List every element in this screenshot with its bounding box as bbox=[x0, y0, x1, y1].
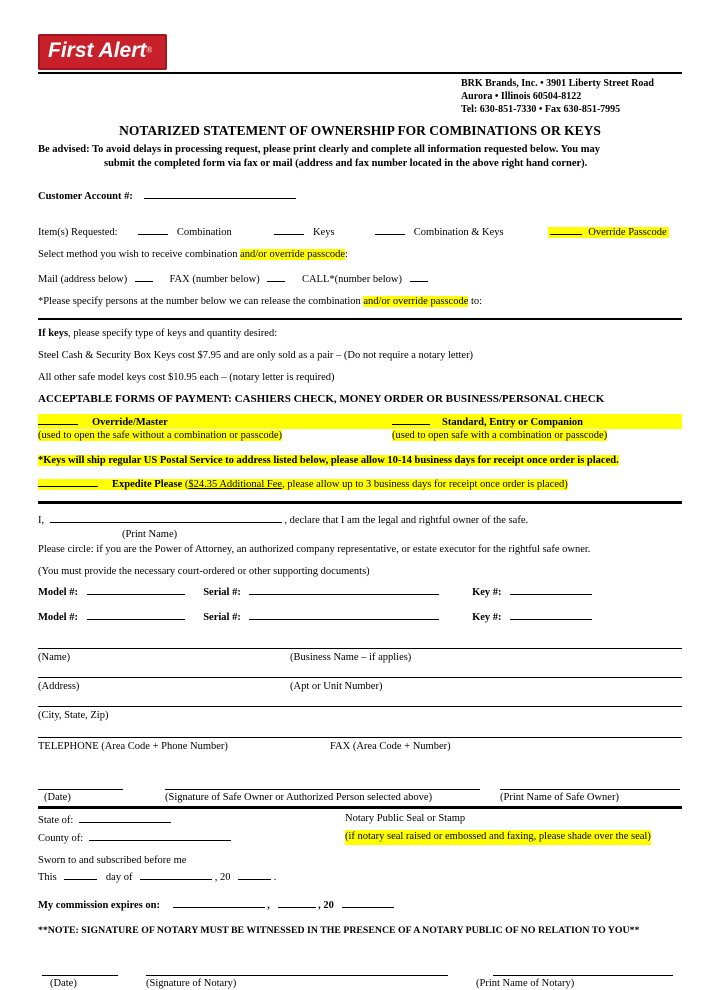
override-passcode-blank bbox=[550, 224, 582, 235]
items-requested-label: Item(s) Requested: bbox=[38, 227, 118, 239]
address-line-3: Tel: 630-851-7330 • Fax 630-851-7995 bbox=[460, 104, 621, 116]
fax-label: FAX (Area Code + Number) bbox=[330, 740, 451, 752]
sworn-row: Sworn to and subscribed before me bbox=[38, 855, 187, 866]
county-row bbox=[38, 830, 682, 845]
commission-day-blank bbox=[278, 897, 316, 908]
shipping-note-row bbox=[38, 454, 682, 467]
delivery-options-row bbox=[38, 271, 682, 286]
first-alert-logo bbox=[38, 34, 167, 70]
customer-account-blank bbox=[144, 188, 296, 199]
commission-row bbox=[38, 897, 682, 912]
serial-blank-2 bbox=[249, 609, 439, 620]
commission-month-blank bbox=[173, 897, 265, 908]
advisory-line-1: Be advised: To avoid delays in processing request, please print clearly and complete all information requested below. You may bbox=[38, 144, 600, 156]
commission-twenty: , 20 bbox=[318, 900, 334, 912]
commission-year-blank bbox=[342, 897, 394, 908]
model-label-2: Model #: bbox=[38, 612, 78, 623]
section-divider-3 bbox=[38, 806, 682, 809]
payment-row: ACCEPTABLE FORMS OF PAYMENT: CASHIERS CHECK, MONEY ORDER OR BUSINESS/PERSONAL CHECK bbox=[38, 393, 605, 406]
expedite-row bbox=[38, 476, 682, 491]
telephone-label: TELEPHONE (Area Code + Phone Number) bbox=[38, 740, 228, 752]
if-keys-rest: , please specify type of keys and quantity desired: bbox=[68, 327, 278, 339]
release-row bbox=[38, 295, 682, 308]
release-prefix: *Please specify persons at the number below we can release the combination bbox=[38, 295, 364, 307]
if-keys-label: If keys bbox=[38, 327, 69, 339]
city-state-zip-label: (City, State, Zip) bbox=[38, 710, 109, 722]
serial-label-2: Serial #: bbox=[203, 612, 241, 623]
section-divider-1 bbox=[38, 318, 682, 320]
apt-label: (Apt or Unit Number) bbox=[290, 681, 383, 693]
release-suffix: to: bbox=[468, 295, 483, 307]
serial-blank-1 bbox=[249, 584, 439, 595]
option-keys: Keys bbox=[312, 227, 335, 239]
option-combination: Combination bbox=[176, 227, 232, 239]
override-master-desc: (used to open the safe without a combination or passcode) bbox=[38, 430, 283, 441]
release-highlight: and/or override passcode bbox=[363, 295, 469, 307]
if-keys-row bbox=[38, 327, 682, 340]
circle-note: Please circle: if you are the Power of Attorney, an authorized company representative, or estate executor for the rightful safe owner. bbox=[38, 543, 591, 555]
key-label-1: Key #: bbox=[472, 586, 502, 598]
owner-sign-blanks bbox=[38, 779, 682, 790]
owner-print-blank bbox=[500, 779, 680, 790]
notary-note: **NOTE: SIGNATURE OF NOTARY MUST BE WITNESSED IN THE PRESENCE OF A NOTARY PUBLIC OF NO RELATION TO YOU** bbox=[38, 925, 640, 937]
notary-signature-blank bbox=[146, 965, 448, 976]
expedite-fee: $24.35 Additional Fee bbox=[188, 479, 283, 491]
twenty-label: , 20 bbox=[214, 872, 231, 884]
notary-date-label: (Date) bbox=[50, 977, 77, 989]
owner-print-label: (Print Name of Safe Owner) bbox=[500, 791, 619, 803]
notary-date-blank bbox=[42, 965, 118, 976]
model-blank-2 bbox=[87, 609, 185, 620]
override-master-title: Override/Master bbox=[92, 416, 168, 428]
notary-sign-blanks bbox=[38, 965, 682, 976]
seal-note: (if notary seal raised or embossed and faxing, please shade over the seal) bbox=[345, 830, 651, 845]
phone-line bbox=[38, 737, 682, 753]
combination-blank bbox=[138, 224, 168, 235]
company-address-block bbox=[38, 77, 682, 116]
fax-option: FAX (number below) bbox=[169, 273, 260, 285]
advisory-line-2: submit the completed form via fax or mail (address and fax number located in the above right hand corner). bbox=[104, 158, 588, 170]
items-requested-row bbox=[38, 224, 682, 239]
expedite-rest: , please allow up to 3 business days for receipt once order is placed) bbox=[282, 479, 568, 491]
shipping-note: *Keys will ship regular US Postal Service to address listed below, please allow 10-14 business days for receipt once order is placed. bbox=[38, 455, 619, 467]
logo-text: First Alert bbox=[48, 39, 147, 62]
state-label: State of: bbox=[38, 814, 74, 826]
expedite-highlight bbox=[38, 479, 568, 490]
key-label-2: Key #: bbox=[472, 612, 502, 623]
method-row bbox=[38, 248, 682, 261]
mail-option: Mail (address below) bbox=[38, 273, 128, 285]
key-blank-1 bbox=[510, 584, 592, 595]
expedite-blank bbox=[38, 476, 98, 487]
address-line-2: Aurora • Illinois 60504-8122 bbox=[460, 91, 582, 103]
commission-label: My commission expires on: bbox=[38, 900, 161, 912]
declaration-prefix: I, bbox=[38, 515, 45, 527]
state-row bbox=[38, 812, 682, 827]
declaration-name-blank bbox=[50, 512, 282, 523]
serial-label-1: Serial #: bbox=[203, 586, 241, 598]
day-of-label: day of bbox=[105, 872, 133, 884]
standard-entry-title-line bbox=[392, 414, 682, 429]
form-title: NOTARIZED STATEMENT OF OWNERSHIP FOR COMBINATIONS OR KEYS bbox=[119, 123, 601, 139]
override-master-title-line bbox=[38, 414, 392, 429]
header-rule bbox=[38, 34, 682, 74]
method-highlight: and/or override passcode bbox=[240, 249, 346, 261]
option-override-passcode: Override Passcode bbox=[588, 227, 667, 239]
court-note: (You must provide the necessary court-ordered or other supporting documents) bbox=[38, 565, 370, 577]
steel-keys-row: Steel Cash & Security Box Keys cost $7.95 and are only sold as a pair – (Do not require a notary letter) bbox=[38, 349, 474, 361]
period-label: . bbox=[273, 872, 277, 884]
customer-account-row bbox=[38, 188, 682, 203]
call-blank bbox=[410, 271, 428, 282]
this-day-row bbox=[38, 869, 682, 884]
model-row-1 bbox=[38, 584, 682, 599]
city-line bbox=[38, 706, 682, 722]
owner-date-blank bbox=[38, 779, 123, 790]
key-blank-2 bbox=[510, 609, 592, 620]
county-label: County of: bbox=[38, 832, 84, 844]
name-line bbox=[38, 648, 682, 664]
method-suffix: : bbox=[345, 249, 348, 261]
keys-blank bbox=[274, 224, 304, 235]
state-blank bbox=[79, 812, 171, 823]
year-blank bbox=[238, 869, 271, 880]
address-line bbox=[38, 677, 682, 693]
expedite-bold: Expedite Please bbox=[112, 479, 183, 491]
county-cell bbox=[38, 830, 345, 845]
this-word: This bbox=[38, 872, 57, 884]
option-override-passcode-highlight bbox=[548, 227, 668, 238]
override-master-blank bbox=[38, 414, 78, 425]
notary-sign-labels bbox=[38, 977, 682, 990]
owner-sign-labels bbox=[38, 791, 682, 804]
combination-keys-blank bbox=[375, 224, 405, 235]
override-master-column bbox=[38, 414, 392, 442]
seal-label: Notary Public Seal or Stamp bbox=[345, 812, 466, 824]
advisory-text bbox=[38, 143, 682, 171]
month-blank bbox=[140, 869, 212, 880]
mail-blank bbox=[135, 271, 153, 282]
owner-signature-blank bbox=[165, 779, 480, 790]
standard-entry-column bbox=[392, 414, 682, 442]
state-cell bbox=[38, 812, 345, 827]
declaration-suffix: , declare that I am the legal and rightful owner of the safe. bbox=[284, 515, 529, 527]
fax-blank bbox=[267, 271, 285, 282]
print-name-label: (Print Name) bbox=[122, 528, 178, 540]
expedite-open: ( bbox=[182, 479, 189, 491]
declaration-row bbox=[38, 512, 682, 527]
notary-signature-label: (Signature of Notary) bbox=[146, 977, 237, 989]
day-blank bbox=[64, 869, 97, 880]
notary-print-label: (Print Name of Notary) bbox=[476, 977, 575, 989]
other-keys-row: All other safe model keys cost $10.95 each – (notary letter is required) bbox=[38, 372, 335, 383]
standard-entry-blank bbox=[392, 414, 430, 425]
county-blank bbox=[89, 830, 231, 841]
section-divider-2 bbox=[38, 501, 682, 504]
owner-date-label: (Date) bbox=[44, 791, 71, 803]
customer-account-label: Customer Account #: bbox=[38, 191, 133, 203]
model-blank-1 bbox=[87, 584, 185, 595]
method-prefix: Select method you wish to receive combination bbox=[38, 249, 241, 261]
model-label-1: Model #: bbox=[38, 586, 78, 598]
model-row-2 bbox=[38, 609, 682, 624]
standard-entry-title: Standard, Entry or Companion bbox=[442, 416, 584, 428]
registered-mark-icon: ® bbox=[146, 45, 153, 55]
business-name-label: (Business Name – if applies) bbox=[290, 652, 412, 664]
address-label: (Address) bbox=[38, 681, 80, 693]
name-label: (Name) bbox=[38, 652, 71, 664]
address-line-1: BRK Brands, Inc. • 3901 Liberty Street Road bbox=[460, 78, 654, 90]
option-combination-keys: Combination & Keys bbox=[413, 227, 504, 239]
owner-signature-label: (Signature of Safe Owner or Authorized Person selected above) bbox=[165, 791, 433, 803]
key-type-columns bbox=[38, 414, 682, 442]
notary-print-blank bbox=[493, 965, 673, 976]
call-option: CALL*(number below) bbox=[301, 273, 402, 285]
commission-comma: , bbox=[267, 900, 270, 912]
standard-entry-desc: (used to open safe with a combination or passcode) bbox=[392, 430, 608, 441]
